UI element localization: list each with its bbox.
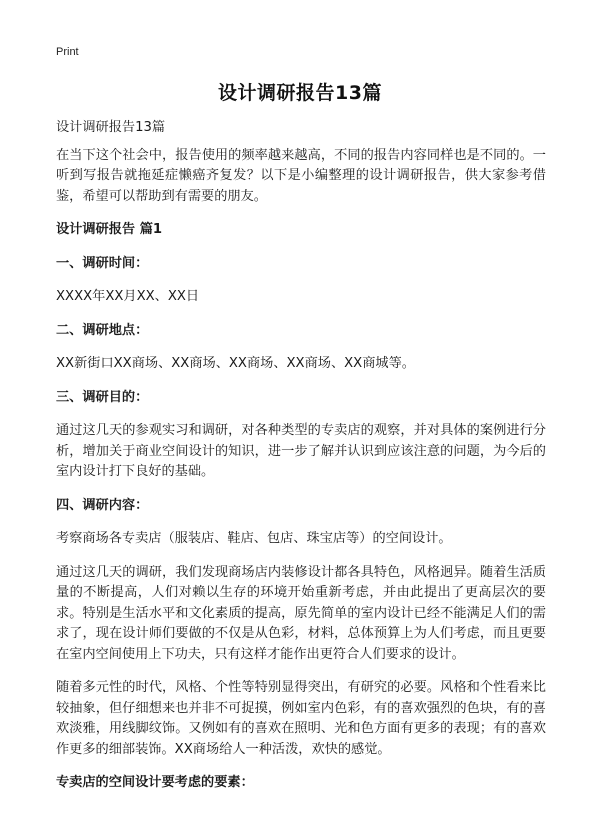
section-heading-elements: 专卖店的空间设计要考虑的要素： xyxy=(56,775,254,790)
section-heading-purpose: 三、调研目的： xyxy=(56,389,149,405)
section-text-location: XX新街口XX商场、XX商场、XX商场、XX商场、XX商城等。 xyxy=(56,356,415,371)
article-heading: 设计调研报告 篇1 xyxy=(56,222,163,237)
section-heading-time: 一、调研时间： xyxy=(56,255,149,271)
section-text-purpose: 通过这几天的参观实习和调研，对各种类型的专卖店的观察，并对具体的案例进行分析，增加关于商业空间设计的知识，进一步了解并认识到应该注意的问题，为今后的室内设计打下良好的基础。 xyxy=(56,423,546,479)
section-text-content-1: 考察商场各专卖店（服装店、鞋店、包店、珠宝店等）的空间设计。 xyxy=(56,531,452,546)
page-title: 设计调研报告13篇 xyxy=(218,82,382,104)
section-text-content-3: 随着多元性的时代，风格、个性等特别显得突出，有研究的必要。风格和个性看来比较抽象，但仔细想来也并非不可捉摸，例如室内色彩，有的喜欢强烈的色块，有的喜欢淡雅，用线脚纹饰。又例如有的喜欢在照明、光和色方面有更多的表现；有的喜欢作更多的细部装饰。XX商场给人一种活泼，欢快的感觉。 xyxy=(56,680,546,757)
section-heading-location: 二、调研地点： xyxy=(56,322,149,338)
section-heading-content: 四、调研内容： xyxy=(56,497,149,513)
section-text-time: XXXX年XX月XX、XX日 xyxy=(56,289,200,304)
section-text-content-2: 通过这几天的调研，我们发现商场店内装修设计都各具特色，风格迥异。随着生活质量的不断提高，人们对赖以生存的环境开始重新考虑，并由此提出了更高层次的要求。特别是生活水平和文化素质的提高，原先简单的室内设计已经不能满足人们的需求了，现在设计师们要做的不仅是从色彩，材料，总体预算上为人们考虑，而且更要在室内空间使用上下功夫，只有这样才能作出更符合人们要求的设计。 xyxy=(56,564,546,662)
intro-paragraph: 在当下这个社会中，报告使用的频率越来越高，不同的报告内容同样也是不同的。一听到写报告就拖延症懒癌齐复发？以下是小编整理的设计调研报告，供大家参考借鉴，希望可以帮助到有需要的朋友。 xyxy=(56,147,546,204)
document-subtitle: 设计调研报告13篇 xyxy=(56,120,166,135)
document-body xyxy=(56,118,546,807)
print-label: Print xyxy=(56,46,79,58)
